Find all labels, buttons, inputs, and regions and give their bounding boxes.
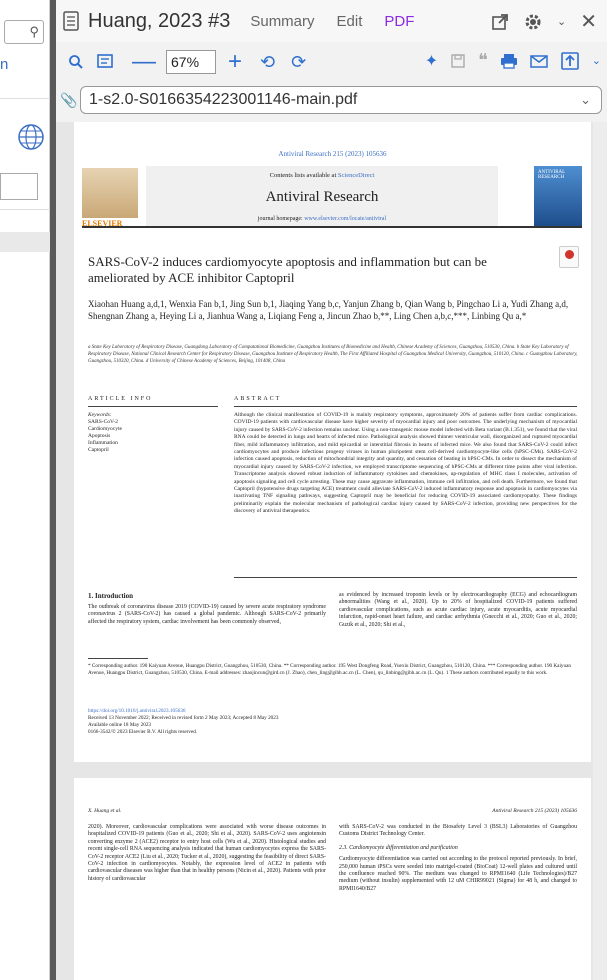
running-head: Antiviral Research 215 (2023) 105636 xyxy=(278,150,387,158)
section-heading: 1. Introduction xyxy=(88,592,133,600)
affiliations: a State Key Laboratory of Respiratory Disease, Guangdong Laboratory of Computational Biomedicine, Guangzhou Institutes of Biomedicine and Health, Chinese Academy of Sciences, Guangzhou, 510530, China. b State Key Laboratory of Respiratory Disease, National Clinical Research Center for Respiratory Disease, Guangzhou Institute of Respiratory Health, The First Affiliated Hospital of Guangzhou Medical University, Guangzhou, 510120, China. c Guangzhou Laboratory, Guangzhou, 510320, China. d University of Chinese Academy of Sciences, Beijing, 101408, China xyxy=(88,345,578,364)
contents-line: Contents lists available at ScienceDirect xyxy=(269,172,375,179)
doi-link[interactable]: https://doi.org/10.1016/j.antiviral.2023.105636 xyxy=(88,708,186,714)
sidebar-search-input[interactable] xyxy=(4,20,44,44)
intro-right-column: as evidenced by increased troponin levels or by electrocardiography (ECG) and echocardiogram abnormalities (Wang et al., 2020). Up to 20% of hospitalized COVID-19 patients suffered cardiovascular complications, such as acute cardiac injury, acute myocarditis, acute myocardial infarction, rapid-onset heart failure, and cardiac arrhythmia (Gnecchi et al., 2020; Guo et al., 2020; Guzik et al., 2020; Shi et al., xyxy=(339,592,577,628)
paperclip-icon: 📎 xyxy=(60,92,78,108)
elsevier-logo xyxy=(82,168,138,218)
share-icon[interactable] xyxy=(560,51,580,71)
zoom-in-icon[interactable]: + xyxy=(228,48,243,75)
rule xyxy=(88,406,218,407)
check-for-updates-badge[interactable] xyxy=(559,246,579,268)
page2-head-right: Antiviral Research 215 (2023) 105636 xyxy=(492,808,577,814)
pdf-toolbar xyxy=(56,42,607,82)
copyright: 0166-3542/© 2023 Elsevier B.V. All rights reserved. xyxy=(88,729,198,735)
keyword: Cardiomyocyte xyxy=(88,426,122,432)
page2-right-column xyxy=(339,824,577,893)
publication-info xyxy=(88,708,578,736)
journal-cover: ANTIVIRAL RESEARCH xyxy=(534,166,582,226)
pdf-page-2 xyxy=(74,778,591,980)
author-list: Xiaohan Huang a,d,1, Wenxia Fan b,1, Jing Sun b,1, Jiaqing Yang b,c, Yanjun Zhang b, Qian Wang b, Pingchao Li a, Yudi Zhang a,d, Shengnan Zhang a, Heying Li a, Jianhua Wang a, Liqiang Feng a, Jincun Zhao b,**, Ling Chen a,b,c,***, Linbing Qu a,* xyxy=(88,299,569,321)
rotate-left-icon[interactable]: ⟲ xyxy=(260,51,276,72)
keyword: Captopril xyxy=(88,447,109,453)
keyword: Inflammation xyxy=(88,440,118,446)
gear-icon[interactable] xyxy=(523,12,543,32)
article-title: SARS-CoV-2 induces cardiomyocyte apoptosis and inflammation but can be ameliorated by ACE inhibitor Captopril xyxy=(88,254,487,285)
abstract-heading: ABSTRACT xyxy=(234,396,282,402)
page2-right-para: Cardiomyocyte differentiation was carried out according to the protocol reported previously. In brief, 250,000 human iPSCs were seeded into matrigel-coated (BioCoat) 12-well plates and cultured until the confluence reached 90%. The medium was changed to RPMI1640 (Life Technologies)/B27 medium (without insulin) supplemented with 12 uM CHIR99021 (Sigma) for 48 h, and changed to RPMI1640/B27 xyxy=(339,856,577,892)
close-icon[interactable]: ✕ xyxy=(580,11,597,33)
keyword: Apoptosis xyxy=(88,433,111,439)
chevron-down-icon: ⌄ xyxy=(580,92,591,107)
zoom-out-icon[interactable]: — xyxy=(132,48,156,75)
zoom-input[interactable]: 67% xyxy=(166,50,216,74)
journal-name: Antiviral Research xyxy=(265,189,379,205)
search-icon: ⚲ xyxy=(29,24,39,39)
chevron-down-icon[interactable]: ⌄ xyxy=(591,55,601,67)
sciencedirect-link[interactable]: ScienceDirect xyxy=(337,172,375,179)
journal-banner xyxy=(82,166,582,228)
pdf-page-1 xyxy=(74,122,591,762)
print-icon[interactable] xyxy=(500,53,518,69)
external-open-icon[interactable] xyxy=(491,13,509,31)
attachment-select[interactable] xyxy=(80,86,602,114)
intro-left-column: The outbreak of coronavirus disease 2019 (COVID-19) caused by severe acute respiratory syndrome coronavirus 2 (SARS-CoV-2) has caused a global pandemic. Although SARS-CoV-2 primarily affected the respiratory system, cardiac involvement has been commonly observed, xyxy=(88,604,326,625)
library-sidebar xyxy=(0,0,50,980)
sparkle-icon[interactable]: ✦ xyxy=(424,52,439,70)
keywords-block xyxy=(88,412,218,454)
sidebar-divider xyxy=(0,209,50,210)
page2-head-left: X. Huang et al. xyxy=(88,808,122,814)
save-icon[interactable] xyxy=(450,53,466,69)
rotate-right-icon[interactable]: ⟳ xyxy=(291,51,307,72)
attachment-filename: 1-s2.0-S0166354223001146-main.pdf xyxy=(89,91,358,108)
panel-header xyxy=(56,0,607,42)
tab-pdf[interactable]: PDF xyxy=(384,12,415,30)
page2-left-column: 2020). Moreover, cardiovascular complications were associated with worse disease outcomes in hospitalized COVID-19 patients (Guo et al., 2020; Shi et al., 2020). SARS-CoV-2 uses angiotensin converting enzyme 2 (ACE2) receptor to entry host cells (Wu et al., 2020). Histological studies and recent single-cell RNA sequencing analysis indicated that human cardiomyocytes express the SARS-CoV-2 receptor ACE2 (Liu et al., 2020; Tucker et al., 2020), suggesting the feasibility of direct SARS-CoV-2 infection in cardiomyocytes. Notably, the expression level of ACE2 in patients with cardiovascular diseases was higher than that in healthy persons (Nicin et al., 2020). Patients with prior history of cardiovascular xyxy=(88,824,326,882)
sidebar-field[interactable] xyxy=(0,173,38,200)
reference-title: Huang, 2023 #3 xyxy=(88,9,231,32)
pdf-scrollbar[interactable] xyxy=(593,122,607,980)
abstract-text: Although the clinical manifestation of COVID-19 is mainly respiratory symptoms, approximately 20% of patients suffer from cardiac complications. COVID-19 patients with cardiovascular disease have higher severity of myocardial injury and poor outcomes. The underlying mechanism of myocardial injury caused by SARS-CoV-2 infection remains unclear. Using a non-transgenic mouse model infected with Beta variant (B.1.351), we found that the viral RNA could be detected in lungs and hearts of infected mice. Pathological analysis showed thinner ventricular wall, disorganized and ruptured myocardial fiber, mild inflammatory infiltration, and mild epicardial or interstitial fibrosis in hearts of infected mice. We also found that SARS-CoV-2 could infect cardiomyocytes and produce infectious progeny viruses in human pluripotent stem cell-derived cardiomyocyte-like cells (hPSC-CMs). SARS-CoV-2 infection caused apoptosis, reduction of mitochondrial integrity and quantity, and cessation of beating in hPSC-CMs. In order to dissect the mechanism of myocardial injury caused by SARS-CoV-2 infection, we employed transcriptome sequencing of hPSC-CMs at different time points after viral infection. Transcriptome analysis showed robust induction of inflammatory cytokines and chemokines, up-regulation of MHC class I molecules, activation of apoptosis signaling and cell cycle arresting. These may cause aggravate inflammation, immune cell infiltration, and cell death. Furthermore, we found that Captopril (hypotensive drugs targeting ACE) treatment could alleviate SARS-CoV-2 induced inflammatory response and apoptosis in cardiomyocytes via inactivating TNF signaling pathways, suggesting Captopril may be beneficial for reducing COVID-19 associated cardiomyopathy. These findings preliminarily explain the molecular mechanism of pathological cardiac injury caused by SARS-CoV-2 infection, providing new perspectives for the discovery of antiviral therapeutics. xyxy=(234,412,577,515)
mail-icon[interactable] xyxy=(530,54,548,68)
reference-panel xyxy=(56,0,607,980)
search-icon[interactable] xyxy=(68,54,84,70)
attachment-row xyxy=(56,84,607,118)
keywords-title: Keywords: xyxy=(88,412,112,418)
sidebar-divider xyxy=(0,98,50,99)
notes-icon[interactable] xyxy=(96,54,114,70)
rule xyxy=(234,577,577,578)
pdf-viewer[interactable] xyxy=(56,122,607,980)
tab-edit[interactable]: Edit xyxy=(336,12,363,30)
header-actions xyxy=(491,9,597,34)
subsection-heading: 2.3. Cardiomyocyte differentiation and purification xyxy=(339,844,458,851)
sidebar-selected-row[interactable] xyxy=(0,232,50,252)
footnote-rule xyxy=(88,658,148,659)
sidebar-text-fragment: n xyxy=(0,56,9,73)
globe-icon[interactable] xyxy=(16,122,46,152)
homepage-line: journal homepage: www.elsevier.com/locate/antiviral xyxy=(257,216,387,222)
journal-box xyxy=(146,166,498,226)
chevron-down-icon[interactable]: ⌄ xyxy=(557,16,567,28)
publisher-name: ELSEVIER xyxy=(82,219,123,228)
footnotes: * Corresponding author. 190 Kaiyuan Avenue, Huangpu District, Guangzhou, 510530, China. ** Corresponding author. 195 West Dongfeng Road, Yuexiu District, Guangzhou, 510120, China. *** Corresponding author. 190 Kaiyuan Avenue, Huangpu District, Guangzhou, 510530, China. E-mail addresses: zhaojincun@gird.cn (J. Zhao), chen_ling@gibh.ac.cn (L. Chen), qu_linbing@gibh.ac.cn (L. Qu). 1 These authors contributed equally to this work. xyxy=(88,663,572,676)
available-online: Available online 18 May 2023 xyxy=(88,722,152,728)
toolbar-actions xyxy=(425,50,601,71)
tab-summary[interactable]: Summary xyxy=(250,12,315,30)
rule xyxy=(234,406,577,407)
document-icon xyxy=(62,11,80,31)
page2-right-para: with SARS-CoV-2 was conducted in the Biosafety Level 3 (BSL3) Laboratories of Guangzhou Customs District Technology Center. xyxy=(339,824,577,838)
article-info-heading: ARTICLE INFO xyxy=(88,396,153,402)
quote-icon[interactable]: ❝ xyxy=(478,50,488,70)
received-dates: Received 13 November 2022; Received in revised form 2 May 2023; Accepted 8 May 2023 xyxy=(88,715,279,721)
keyword: SARS-CoV-2 xyxy=(88,419,119,425)
homepage-link[interactable]: www.elsevier.com/locate/antiviral xyxy=(304,216,387,222)
